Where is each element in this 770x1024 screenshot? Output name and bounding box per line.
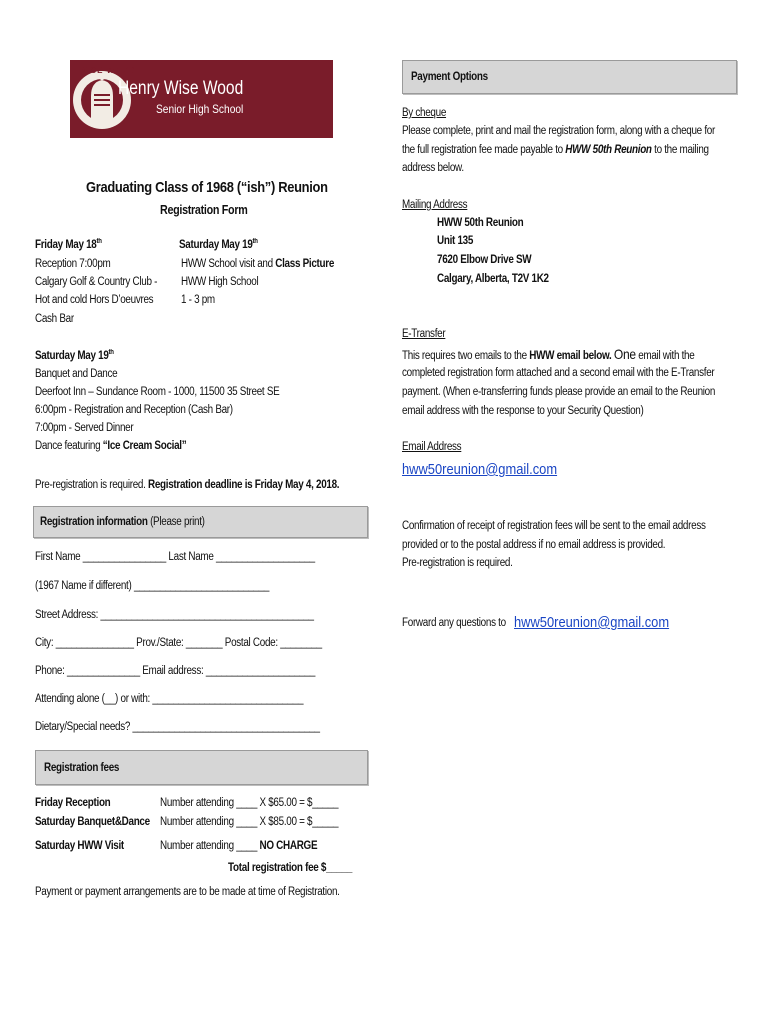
confirmation-text: Confirmation of receipt of registration fees will be sent to the email address xyxy=(402,520,706,532)
etransfer-text: email address with the response to your Security Question) xyxy=(402,405,644,417)
street-address-field-line[interactable]: Street Address: _________________________________________ xyxy=(35,609,314,621)
friday-line: Reception 7:00pm xyxy=(35,258,111,270)
fee-row-label: Saturday HWW Visit xyxy=(35,840,124,852)
banquet-line: Dance featuring “Ice Cream Social” xyxy=(35,440,187,452)
fee-row-detail[interactable]: Number attending ____ NO CHARGE xyxy=(160,840,318,852)
fee-row-detail[interactable]: Number attending ____ X $85.00 = $_____ xyxy=(160,816,339,828)
registration-info-header: Registration information (Please print) xyxy=(33,506,368,538)
cheque-text: the full registration fee made payable to HWW 50th Reunion to the mailing xyxy=(402,144,709,156)
logo-school-sub: Senior High School xyxy=(156,102,244,116)
total-fee[interactable]: Total registration fee $_____ xyxy=(228,862,353,874)
mailing-line: Calgary, Alberta, T2V 1K2 xyxy=(437,273,549,285)
friday-heading: Friday May 18th xyxy=(35,238,102,251)
city-field-line[interactable]: City: _______________ Prov./State: _______ Postal Code: ________ xyxy=(35,637,322,649)
former-name-field-line[interactable]: (1967 Name if different) __________________________ xyxy=(35,580,270,592)
forward-email-link[interactable]: hww50reunion@gmail.com xyxy=(514,614,670,631)
cheque-title: By cheque xyxy=(402,107,447,119)
registration-fees-header: Registration fees xyxy=(35,750,368,785)
dietary-field-line[interactable]: Dietary/Special needs? ____________________________________ xyxy=(35,721,320,733)
confirmation-text: provided or to the postal address if no email address is provided. xyxy=(402,539,666,551)
cheque-text: address below. xyxy=(402,162,464,174)
logo-arc-text: WISE WOOD xyxy=(79,66,137,75)
school-logo xyxy=(70,60,333,138)
email-title: Email Address xyxy=(402,441,462,453)
phone-email-field-line[interactable]: Phone: ______________ Email address: _____________________ xyxy=(35,665,316,677)
friday-line: Calgary Golf & Country Club - xyxy=(35,276,158,288)
attending-field-line[interactable]: Attending alone (__) or with: _____________________________ xyxy=(35,693,304,705)
saturday-visit-line: 1 - 3 pm xyxy=(181,294,215,306)
saturday-banquet-heading: Saturday May 19th xyxy=(35,349,114,362)
saturday-visit-line: HWW High School xyxy=(181,276,259,288)
saturday-visit-line: HWW School visit and Class Picture xyxy=(181,258,335,270)
confirmation-text: Pre-registration is required. xyxy=(402,557,513,569)
etransfer-text: payment. (When e-transferring funds please provide an email to the Reunion xyxy=(402,386,716,398)
page-title: Graduating Class of 1968 (“ish”) Reunion xyxy=(86,179,328,196)
banquet-line: Deerfoot Inn – Sundance Room - 1000, 11500 35 Street SE xyxy=(35,386,280,398)
etransfer-text: This requires two emails to the HWW email below. One email with the xyxy=(402,346,695,362)
payment-note: Payment or payment arrangements are to be made at time of Registration. xyxy=(35,886,340,898)
reunion-email-link[interactable]: hww50reunion@gmail.com xyxy=(402,461,558,478)
mailing-title: Mailing Address xyxy=(402,199,468,211)
etransfer-title: E-Transfer xyxy=(402,328,446,340)
cheque-text: Please complete, print and mail the registration form, along with a cheque for xyxy=(402,125,715,137)
page-subtitle: Registration Form xyxy=(160,203,248,217)
payment-options-header: Payment Options xyxy=(402,60,737,94)
mailing-line: HWW 50th Reunion xyxy=(437,217,524,229)
fee-row-label: Saturday Banquet&Dance xyxy=(35,816,150,828)
banquet-line: 6:00pm - Registration and Reception (Cash Bar) xyxy=(35,404,233,416)
banquet-line: 7:00pm - Served Dinner xyxy=(35,422,134,434)
banquet-line: Banquet and Dance xyxy=(35,368,118,380)
prereg-note: Pre-registration is required. Registration deadline is Friday May 4, 2018. xyxy=(35,479,340,491)
saturday-visit-heading: Saturday May 19th xyxy=(179,238,258,251)
etransfer-text: completed registration form attached and a second email with the E-Transfer xyxy=(402,367,715,379)
forward-questions: Forward any questions to xyxy=(402,617,506,629)
name-field-line[interactable]: First Name ________________ Last Name ___________________ xyxy=(35,551,315,563)
friday-line: Hot and cold Hors D’oeuvres xyxy=(35,294,154,306)
logo-school-name: Henry Wise Wood xyxy=(118,78,244,99)
friday-line: Cash Bar xyxy=(35,313,74,325)
mailing-line: Unit 135 xyxy=(437,235,474,247)
fee-row-detail[interactable]: Number attending ____ X $65.00 = $_____ xyxy=(160,797,339,809)
fee-row-label: Friday Reception xyxy=(35,797,111,809)
mailing-line: 7620 Elbow Drive SW xyxy=(437,254,532,266)
